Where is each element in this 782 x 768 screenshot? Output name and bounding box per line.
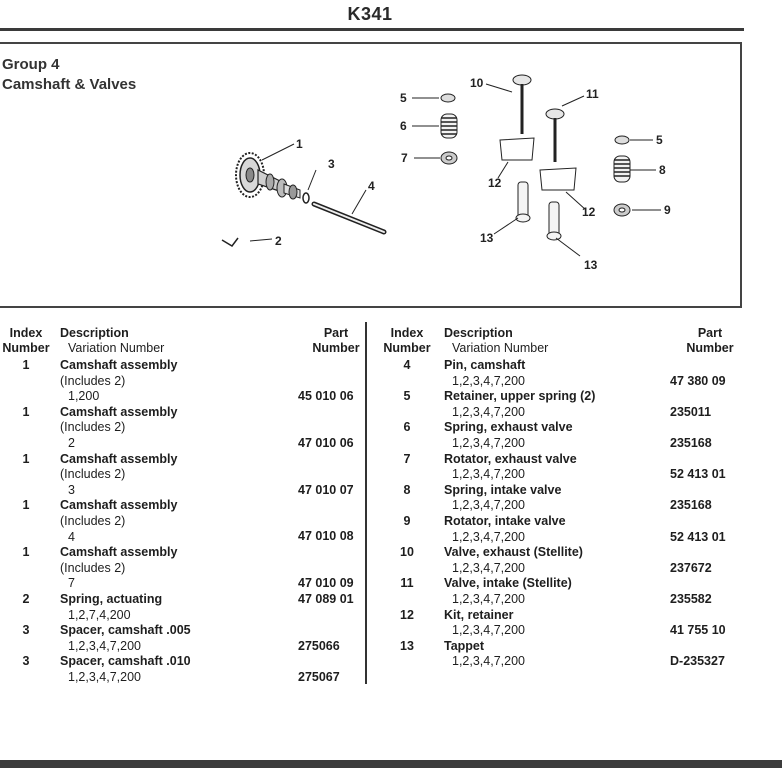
callout-5b: 5 xyxy=(656,133,663,147)
row-description: Rotator, exhaust valve xyxy=(444,451,577,466)
group-subtitle: Camshaft & Valves xyxy=(2,76,137,93)
row-variation: 1,2,3,4,7,200 xyxy=(452,654,525,669)
row-part-number: 47 010 09 xyxy=(298,576,354,591)
page-code: K341 xyxy=(347,4,393,24)
table-row xyxy=(374,452,750,483)
table-row xyxy=(374,639,750,670)
exhaust-valve-drawing xyxy=(513,75,531,134)
row-part-number: 235011 xyxy=(670,404,712,419)
row-part-number: 52 413 01 xyxy=(670,467,726,482)
row-part-number: 45 010 06 xyxy=(298,389,354,403)
header-variation: Variation Number xyxy=(68,341,165,355)
camshaft-assembly-drawing xyxy=(236,153,300,199)
table-row xyxy=(374,545,750,576)
row-index: 4 xyxy=(403,358,411,372)
row-description: Valve, exhaust (Stellite) xyxy=(444,545,583,560)
row-description: Camshaft assembly xyxy=(60,498,178,513)
table-row xyxy=(374,358,750,389)
parts-table-right xyxy=(374,326,750,670)
row-part-number: 237672 xyxy=(670,560,712,575)
callout-10: 10 xyxy=(470,76,484,90)
row-variation: 1,2,3,4,7,200 xyxy=(452,467,525,482)
header-description: Description xyxy=(444,326,513,340)
row-index: 1 xyxy=(22,498,30,513)
row-variation: 3 xyxy=(68,482,75,497)
row-description: Retainer, upper spring (2) xyxy=(444,389,596,404)
bottom-edge xyxy=(0,760,782,768)
intake-valve-drawing xyxy=(546,109,564,162)
callout-1: 1 xyxy=(296,137,303,151)
callout-3: 3 xyxy=(328,157,335,171)
top-rule xyxy=(0,28,744,31)
row-index: 13 xyxy=(400,638,414,653)
row-part-number: 47 380 09 xyxy=(670,373,726,388)
table-row xyxy=(374,514,750,545)
row-variation: 1,2,3,4,7,200 xyxy=(452,529,525,544)
callout-11: 11 xyxy=(586,87,599,101)
row-description: Rotator, intake valve xyxy=(444,513,566,528)
row-description: Valve, intake (Stellite) xyxy=(444,576,572,591)
row-variation: 1,2,3,4,7,200 xyxy=(452,435,525,450)
table-row xyxy=(374,576,750,607)
table-row xyxy=(0,623,374,654)
row-index: 6 xyxy=(403,420,411,435)
table-header xyxy=(374,326,750,358)
row-index: 5 xyxy=(403,389,411,404)
row-index: 2 xyxy=(22,591,30,606)
row-part-number: 235582 xyxy=(670,591,712,606)
callout-6: 6 xyxy=(400,119,407,133)
row-description: Spring, actuating xyxy=(60,591,163,606)
exhaust-valve-stack-drawing xyxy=(441,94,457,164)
table-row xyxy=(0,545,374,592)
header-part-number: Number xyxy=(312,341,360,355)
table-row xyxy=(0,592,374,623)
row-index: 11 xyxy=(400,576,414,591)
exploded-parts-diagram xyxy=(0,42,742,308)
callout-13: 13 xyxy=(480,231,494,245)
header-description: Description xyxy=(60,326,129,340)
row-part-number: 275067 xyxy=(298,669,340,684)
header-index: Index xyxy=(9,326,43,340)
table-row xyxy=(374,420,750,451)
row-part-number: 235168 xyxy=(670,498,712,513)
callout-13b: 13 xyxy=(584,258,598,272)
row-index: 1 xyxy=(22,404,30,419)
row-variation: 1,2,7,4,200 xyxy=(68,607,131,622)
row-description: Spring, exhaust valve xyxy=(444,420,573,435)
callout-4: 4 xyxy=(368,179,375,193)
header-part-number: Number xyxy=(686,341,734,355)
camshaft-pin-drawing xyxy=(314,204,384,232)
row-index: 7 xyxy=(403,451,411,466)
retainer-kit-drawing xyxy=(500,138,576,190)
table-header xyxy=(0,326,374,358)
row-variation: 1,2,3,4,7,200 xyxy=(452,373,525,388)
row-description: Spacer, camshaft .005 xyxy=(60,623,191,638)
row-index: 8 xyxy=(403,482,411,497)
row-index: 9 xyxy=(403,513,411,528)
row-variation: 1,2,3,4,7,200 xyxy=(452,560,525,575)
row-index: 3 xyxy=(22,623,30,638)
callout-9: 9 xyxy=(664,203,671,217)
row-part-number: 41 755 10 xyxy=(670,623,726,638)
row-variation: 4 xyxy=(68,529,75,544)
table-row xyxy=(374,608,750,639)
row-part-number: D-235327 xyxy=(670,654,725,669)
row-variation: 1,200 xyxy=(68,389,100,404)
group-title: Group 4 xyxy=(2,56,60,73)
tappet-drawing xyxy=(516,182,561,240)
row-index: 12 xyxy=(400,607,414,622)
row-index: 1 xyxy=(22,358,30,372)
header-number: Number xyxy=(2,341,50,355)
table-row xyxy=(374,483,750,514)
table-row xyxy=(0,452,374,499)
row-part-number: 235168 xyxy=(670,435,712,450)
row-description: Camshaft assembly xyxy=(60,451,178,466)
callout-5: 5 xyxy=(400,91,407,105)
row-variation: 1,2,3,4,7,200 xyxy=(68,669,141,684)
header-part: Part xyxy=(697,326,723,340)
row-description: Spring, intake valve xyxy=(444,482,562,497)
actuating-spring-drawing xyxy=(222,238,238,246)
row-variation: 2 xyxy=(68,435,75,450)
row-index: 3 xyxy=(22,654,30,669)
row-part-number: 47 010 07 xyxy=(298,482,354,497)
row-part-number: 47 089 01 xyxy=(298,591,354,606)
callout-12b: 12 xyxy=(582,205,596,219)
header-index: Index xyxy=(390,326,424,340)
row-variation: 1,2,3,4,7,200 xyxy=(68,638,141,653)
row-index: 1 xyxy=(22,545,30,560)
spacer-drawing xyxy=(303,193,309,203)
row-part-number: 52 413 01 xyxy=(670,529,726,544)
table-row xyxy=(0,358,374,405)
row-note: (Includes 2) xyxy=(60,373,126,388)
row-note: (Includes 2) xyxy=(60,420,126,435)
row-description: Spacer, camshaft .010 xyxy=(60,654,191,669)
callout-7: 7 xyxy=(401,151,408,165)
header-number: Number xyxy=(383,341,431,355)
row-part-number: 275066 xyxy=(298,638,340,653)
row-description: Camshaft assembly xyxy=(60,358,178,372)
header-part: Part xyxy=(323,326,349,340)
row-variation: 1,2,3,4,7,200 xyxy=(452,623,525,638)
row-note: (Includes 2) xyxy=(60,513,126,528)
row-part-number: 47 010 06 xyxy=(298,435,354,450)
row-description: Pin, camshaft xyxy=(444,358,526,372)
row-note: (Includes 2) xyxy=(60,560,126,575)
table-row xyxy=(0,498,374,545)
row-description: Camshaft assembly xyxy=(60,404,178,419)
row-index: 1 xyxy=(22,451,30,466)
header-variation: Variation Number xyxy=(452,341,549,355)
row-description: Kit, retainer xyxy=(444,607,514,622)
row-variation: 1,2,3,4,7,200 xyxy=(452,498,525,513)
row-index: 10 xyxy=(400,545,414,560)
leader-lines xyxy=(250,84,661,256)
callout-8: 8 xyxy=(659,163,666,177)
table-row xyxy=(0,405,374,452)
table-row xyxy=(0,654,374,685)
row-description: Camshaft assembly xyxy=(60,545,178,560)
row-part-number: 47 010 08 xyxy=(298,529,354,544)
row-variation: 7 xyxy=(68,576,75,591)
table-row xyxy=(374,389,750,420)
row-description: Tappet xyxy=(444,638,485,653)
callout-2: 2 xyxy=(275,234,282,248)
parts-table-left xyxy=(0,326,374,685)
callout-12: 12 xyxy=(488,176,502,190)
row-variation: 1,2,3,4,7,200 xyxy=(452,591,525,606)
intake-valve-stack-drawing xyxy=(614,136,630,216)
row-variation: 1,2,3,4,7,200 xyxy=(452,404,525,419)
row-note: (Includes 2) xyxy=(60,467,126,482)
